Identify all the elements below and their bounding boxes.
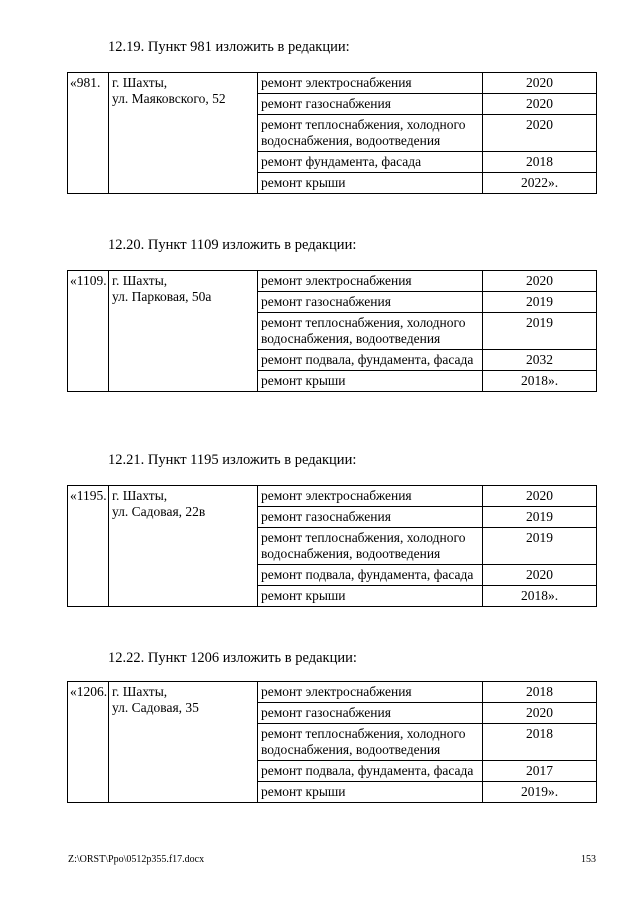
section-heading: 12.22. Пункт 1206 изложить в редакции: — [108, 650, 357, 666]
work-type: ремонт электроснабжения — [258, 271, 483, 292]
item-address — [109, 486, 258, 607]
work-year: 2018». — [483, 586, 597, 607]
work-year: 2020 — [483, 94, 597, 115]
amendment-table — [67, 72, 597, 194]
work-year: 2020 — [483, 271, 597, 292]
work-year: 2020 — [483, 703, 597, 724]
address-city: г. Шахты, — [112, 488, 168, 503]
table-row — [68, 73, 597, 94]
work-type: ремонт теплоснабжения, холодного водоснабжения, водоотведения — [258, 115, 483, 152]
work-type: ремонт подвала, фундамента, фасада — [258, 350, 483, 371]
work-year: 2019 — [483, 313, 597, 350]
work-type: ремонт газоснабжения — [258, 507, 483, 528]
work-type: ремонт газоснабжения — [258, 292, 483, 313]
amendment-table — [67, 270, 597, 392]
work-year: 2018 — [483, 152, 597, 173]
work-year: 2020 — [483, 565, 597, 586]
work-type: ремонт крыши — [258, 371, 483, 392]
table-row — [68, 271, 597, 292]
amendment-table — [67, 681, 597, 803]
work-year: 2017 — [483, 761, 597, 782]
address-street: ул. Маяковского, 52 — [112, 91, 226, 106]
item-number: «1206. — [68, 682, 109, 803]
item-address — [109, 271, 258, 392]
item-address — [109, 73, 258, 194]
work-type: ремонт подвала, фундамента, фасада — [258, 565, 483, 586]
work-year: 2018 — [483, 682, 597, 703]
item-number: «1109. — [68, 271, 109, 392]
work-type: ремонт электроснабжения — [258, 73, 483, 94]
section-heading: 12.20. Пункт 1109 изложить в редакции: — [108, 237, 357, 253]
work-year: 2020 — [483, 73, 597, 94]
work-type: ремонт электроснабжения — [258, 486, 483, 507]
address-city: г. Шахты, — [112, 684, 168, 699]
work-type: ремонт крыши — [258, 173, 483, 194]
amendment-table — [67, 485, 597, 607]
work-type: ремонт теплоснабжения, холодного водоснабжения, водоотведения — [258, 724, 483, 761]
work-year: 2019 — [483, 292, 597, 313]
address-street: ул. Парковая, 50а — [112, 289, 212, 304]
work-type: ремонт теплоснабжения, холодного водоснабжения, водоотведения — [258, 313, 483, 350]
footer-file-path: Z:\ORST\Ppo\0512p355.f17.docx — [68, 854, 205, 865]
work-year: 2032 — [483, 350, 597, 371]
address-city: г. Шахты, — [112, 273, 168, 288]
work-type: ремонт газоснабжения — [258, 703, 483, 724]
work-year: 2022». — [483, 173, 597, 194]
page-number: 153 — [581, 854, 596, 865]
address-street: ул. Садовая, 35 — [112, 700, 199, 715]
work-type: ремонт крыши — [258, 782, 483, 803]
work-type: ремонт электроснабжения — [258, 682, 483, 703]
work-year: 2019 — [483, 507, 597, 528]
section-heading: 12.19. Пункт 981 изложить в редакции: — [108, 39, 350, 55]
work-type: ремонт подвала, фундамента, фасада — [258, 761, 483, 782]
work-year: 2018 — [483, 724, 597, 761]
work-type: ремонт газоснабжения — [258, 94, 483, 115]
item-address — [109, 682, 258, 803]
item-number: «981. — [68, 73, 109, 194]
work-year: 2020 — [483, 486, 597, 507]
table-row — [68, 486, 597, 507]
work-year: 2020 — [483, 115, 597, 152]
work-year: 2018». — [483, 371, 597, 392]
address-city: г. Шахты, — [112, 75, 168, 90]
work-type: ремонт теплоснабжения, холодного водоснабжения, водоотведения — [258, 528, 483, 565]
item-number: «1195. — [68, 486, 109, 607]
address-street: ул. Садовая, 22в — [112, 504, 206, 519]
work-type: ремонт крыши — [258, 586, 483, 607]
work-year: 2019 — [483, 528, 597, 565]
section-heading: 12.21. Пункт 1195 изложить в редакции: — [108, 452, 357, 468]
work-type: ремонт фундамента, фасада — [258, 152, 483, 173]
work-year: 2019». — [483, 782, 597, 803]
table-row — [68, 682, 597, 703]
